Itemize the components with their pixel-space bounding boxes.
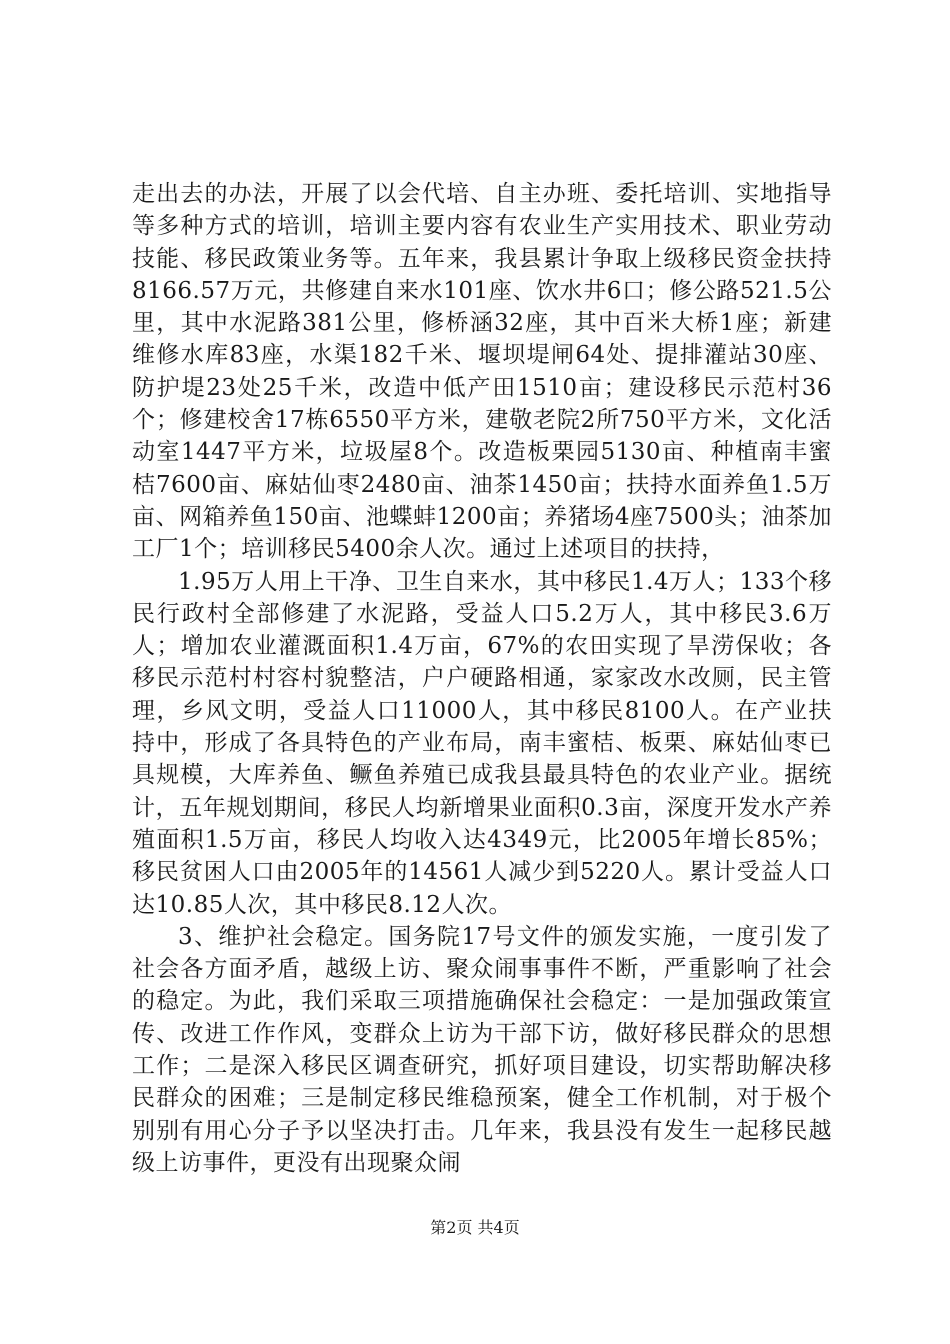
paragraph-3: 3、维护社会稳定。国务院17号文件的颁发实施，一度引发了社会各方面矛盾，越级上访、聚众闹事事件不断，严重影响了社会的稳定。为此，我们采取三项措施确保社会稳定：一是加强政策宣传、改进工作作风，变群众上访为干部下访，做好移民群众的思想工作；二是深入移民区调查研究，抓好项目建设，切实帮助解决移民群众的困难；三是制定移民维稳预案，健全工作机制，对于极个别别有用心分子予以坚决打击。几年来，我县没有发生一起移民越级上访事件，更没有出现聚众闹 [132,923,832,1176]
paragraph-1: 走出去的办法，开展了以会代培、自主办班、委托培训、实地指导等多种方式的培训，培训主要内容有农业生产实用技术、职业劳动技能、移民政策业务等。五年来，我县累计争取上级移民资金扶持8166.57万元，共修建自来水101座、饮水井6口；修公路521.5公里，其中水泥路381公里，修桥涵32座，其中百米大桥1座；新建维修水库83座，水渠182千米、堰坝堤闸64处、提排灌站30座、防护堤23处25千米，改造中低产田1510亩；建设移民示范村36个；修建校舍17栋6550平方米，建敬老院2所750平方米，文化活动室1447平方米，垃圾屋8个。改造板栗园5130亩、种植南丰蜜桔7600亩、麻姑仙枣2480亩、油茶1450亩；扶持水面养鱼1.5万亩、网箱养鱼150亩、池蝶蚌1200亩；养猪场4座7500头；油茶加工厂1个；培训移民5400余人次。通过上述项目的扶持， [132,181,832,563]
page-number-footer: 第2页 共4页 [430,1218,520,1237]
body-text [132,178,832,1179]
paragraph-2: 1.95万人用上干净、卫生自来水，其中移民1.4万人；133个移民行政村全部修建了水泥路，受益人口5.2万人，其中移民3.6万人；增加农业灌溉面积1.4万亩，67%的农田实现了旱涝保收；各移民示范村村容村貌整洁，户户硬路相通，家家改水改厕，民主管理，乡风文明，受益人口11000人，其中移民8100人。在产业扶持中，形成了各具特色的产业布局，南丰蜜桔、板栗、麻姑仙枣已具规模，大库养鱼、鳜鱼养殖已成我县最具特色的农业产业。据统计，五年规划期间，移民人均新增果业面积0.3亩，深度开发水产养殖面积1.5万亩，移民人均收入达4349元，比2005年增长85%；移民贫困人口由2005年的14561人减少到5220人。累计受益人口达10.85人次，其中移民8.12人次。 [132,568,832,918]
